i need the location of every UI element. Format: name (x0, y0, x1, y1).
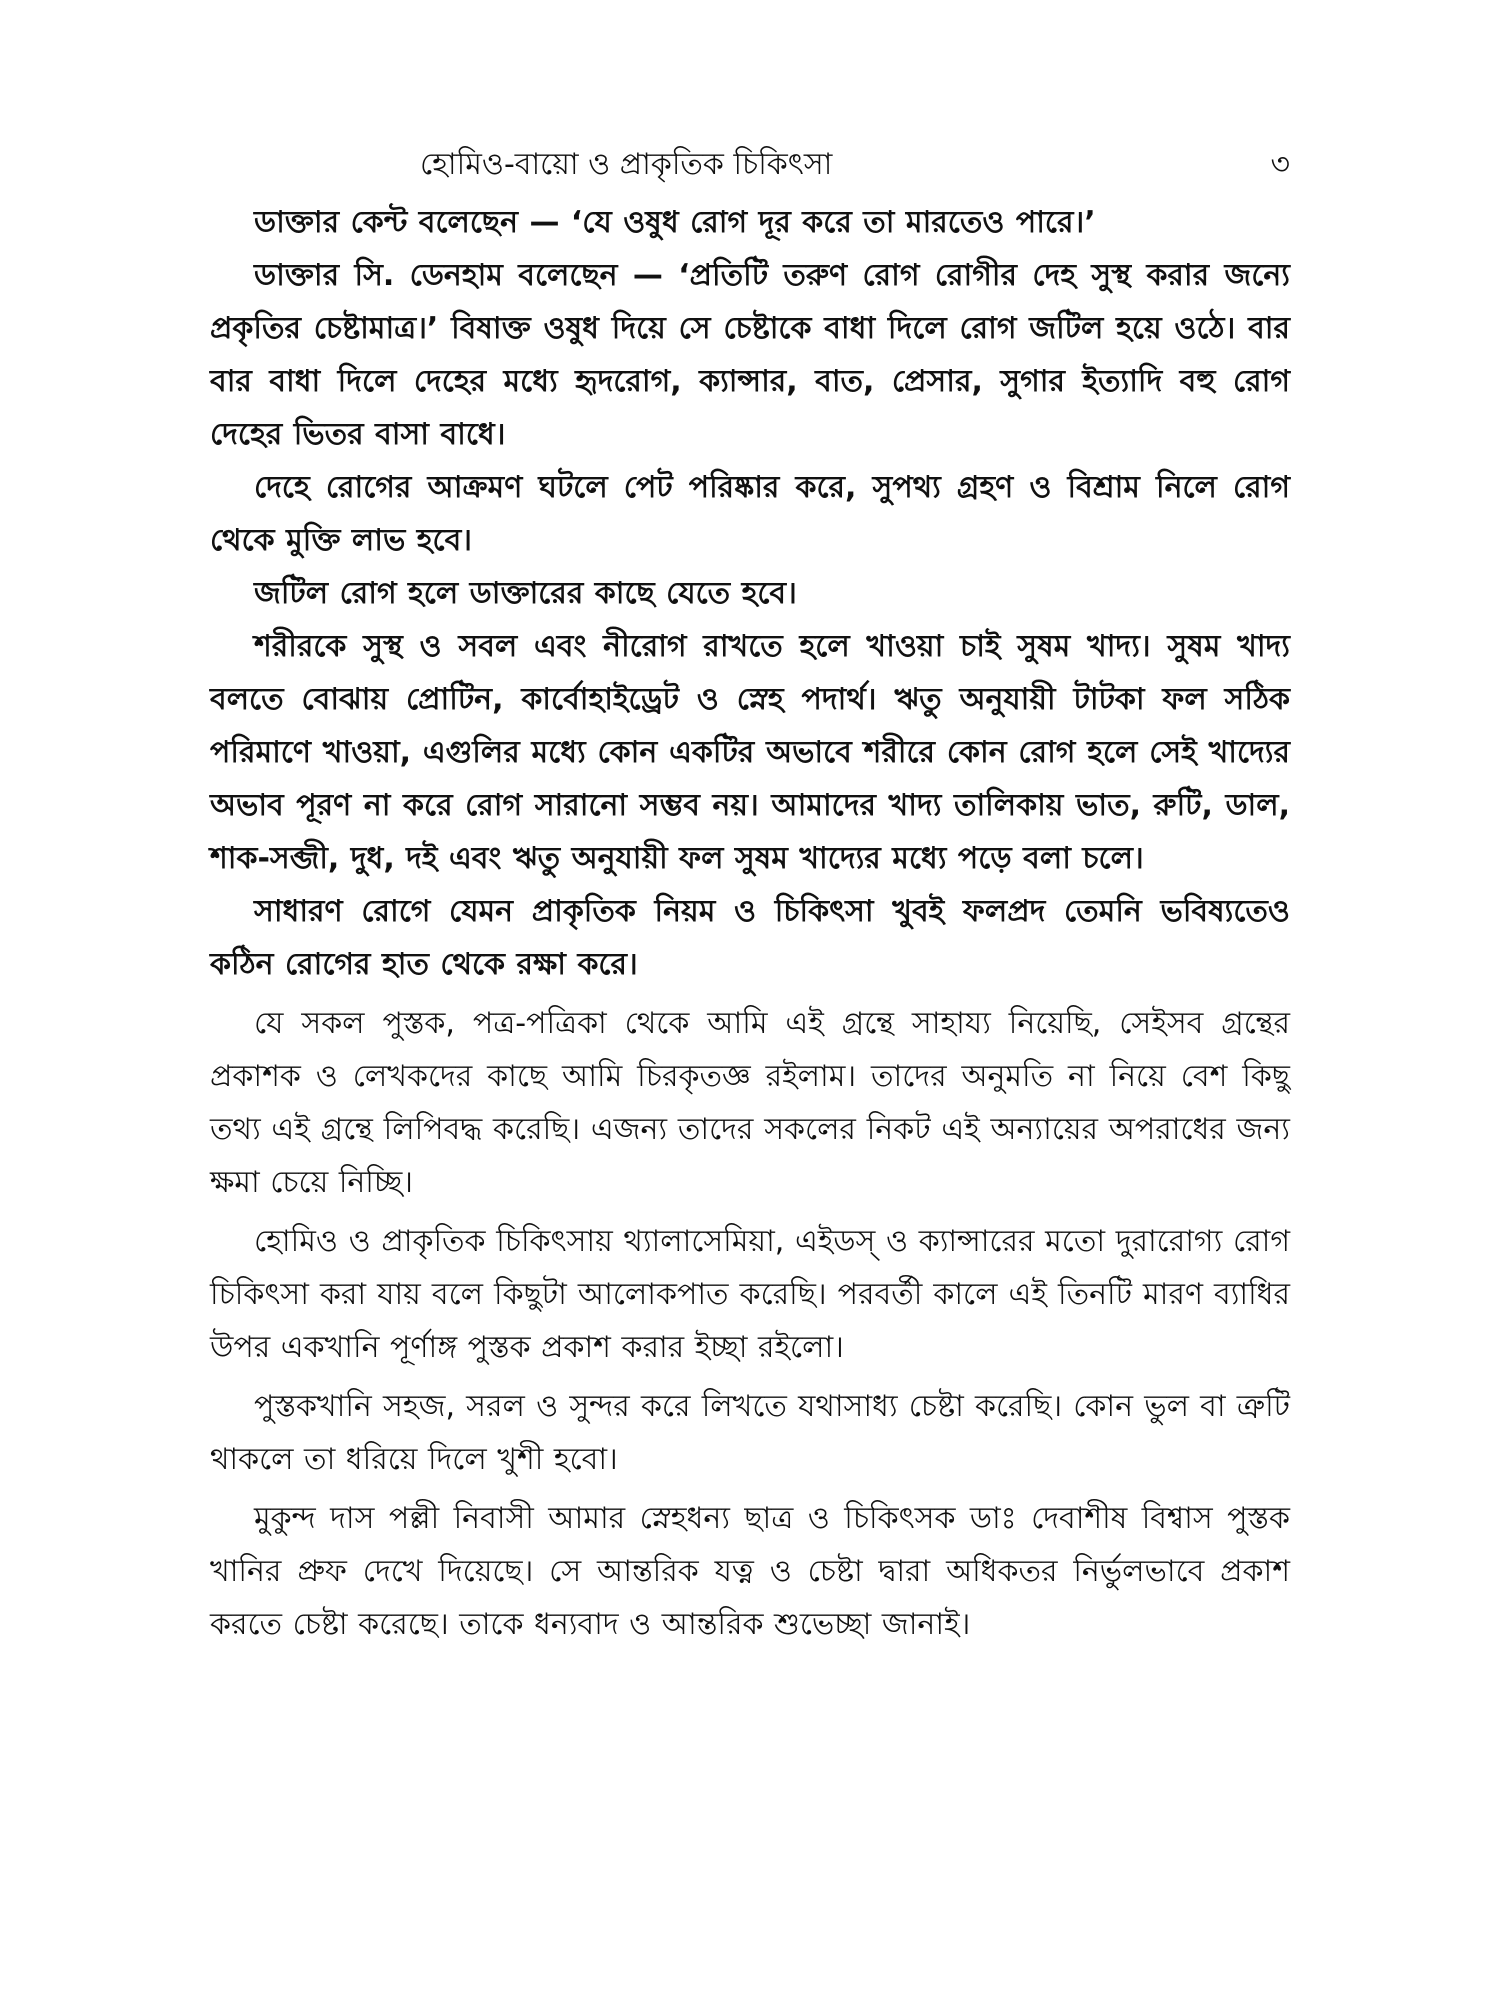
paragraph-10: মুকুন্দ দাস পল্লী নিবাসী আমার স্নেহধন্য ছাত্র ও চিকিৎসক ডাঃ দেবাশীষ বিশ্বাস পুস্তক খানির প্রুফ দেখে দিয়েছে। সে আন্তরিক যত্ন ও চেষ্টা দ্বারা অধিকতর নির্ভুলভাবে প্রকাশ করতে চেষ্টা করেছে। তাকে ধন্যবাদ ও আন্তরিক শুভেচ্ছা জানাই। (210, 1501, 1290, 1642)
page-header (210, 140, 1290, 190)
paragraph-8: হোমিও ও প্রাকৃতিক চিকিৎসায় থ্যালাসেমিয়া, এইডস্ ও ক্যান্সারের মতো দুরারোগ্য রোগ চিকিৎসা করা যায় বলে কিছুটা আলোকপাত করেছি। পরবর্তী কালে এই তিনটি মারণ ব্যাধির উপর একখানি পূর্ণাঙ্গ পুস্তক প্রকাশ করার ইচ্ছা রইলো। (210, 1224, 1290, 1365)
paragraph-4: জটিল রোগ হলে ডাক্তারের কাছে যেতে হবে। (254, 576, 797, 611)
running-title: হোমিও-বায়ো ও প্রাকৃতিক চিকিৎসা (420, 147, 833, 182)
book-page (210, 140, 1290, 1651)
paragraph-1: ডাক্তার কেন্ট বলেছেন — ‘যে ওষুধ রোগ দূর করে তা মারতেও পারে।’ (254, 205, 1096, 240)
paragraph-6: সাধারণ রোগে যেমন প্রাকৃতিক নিয়ম ও চিকিৎসা খুবই ফলপ্রদ তেমনি ভবিষ্যতেও কঠিন রোগের হাত থেকে রক্ষা করে। (210, 894, 1290, 982)
paragraph-9: পুস্তকখানি সহজ, সরল ও সুন্দর করে লিখতে যথাসাধ্য চেষ্টা করেছি। কোন ভুল বা ত্রুটি থাকলে তা ধরিয়ে দিলে খুশী হবো। (210, 1389, 1290, 1477)
paragraph-7: যে সকল পুস্তক, পত্র-পত্রিকা থেকে আমি এই গ্রন্থে সাহায্য নিয়েছি, সেইসব গ্রন্থের প্রকাশক ও লেখকদের কাছে আমি চিরকৃতজ্ঞ রইলাম। তাদের অনুমতি না নিয়ে বেশ কিছু তথ্য এই গ্রন্থে লিপিবদ্ধ করেছি। এজন্য তাদের সকলের নিকট এই অন্যায়ের অপরাধের জন্য ক্ষমা চেয়ে নিচ্ছি। (210, 1006, 1290, 1200)
paragraph-3: দেহে রোগের আক্রমণ ঘটলে পেট পরিষ্কার করে, সুপথ্য গ্রহণ ও বিশ্রাম নিলে রোগ থেকে মুক্তি লাভ হবে। (210, 470, 1290, 558)
paragraph-2: ডাক্তার সি. ডেনহাম বলেছেন — ‘প্রতিটি তরুণ রোগ রোগীর দেহ সুস্থ করার জন্যে প্রকৃতির চেষ্টামাত্র।’ বিষাক্ত ওষুধ দিয়ে সে চেষ্টাকে বাধা দিলে রোগ জটিল হয়ে ওঠে। বার বার বাধা দিলে দেহের মধ্যে হৃদরোগ, ক্যান্সার, বাত, প্রেসার, সুগার ইত্যাদি বহু রোগ দেহের ভিতর বাসা বাধে। (210, 258, 1290, 452)
paragraph-5: শরীরকে সুস্থ ও সবল এবং নীরোগ রাখতে হলে খাওয়া চাই সুষম খাদ্য। সুষম খাদ্য বলতে বোঝায় প্রোটিন, কার্বোহাইড্রেট ও স্নেহ পদার্থ। ঋতু অনুযায়ী টাটকা ফল সঠিক পরিমাণে খাওয়া, এগুলির মধ্যে কোন একটির অভাবে শরীরে কোন রোগ হলে সেই খাদ্যের অভাব পূরণ না করে রোগ সারানো সম্ভব নয়। আমাদের খাদ্য তালিকায় ভাত, রুটি, ডাল, শাক-সব্জী, দুধ, দই এবং ঋতু অনুযায়ী ফল সুষম খাদ্যের মধ্যে পড়ে বলা চলে। (210, 629, 1290, 876)
page-number: ৩ (1270, 147, 1290, 182)
